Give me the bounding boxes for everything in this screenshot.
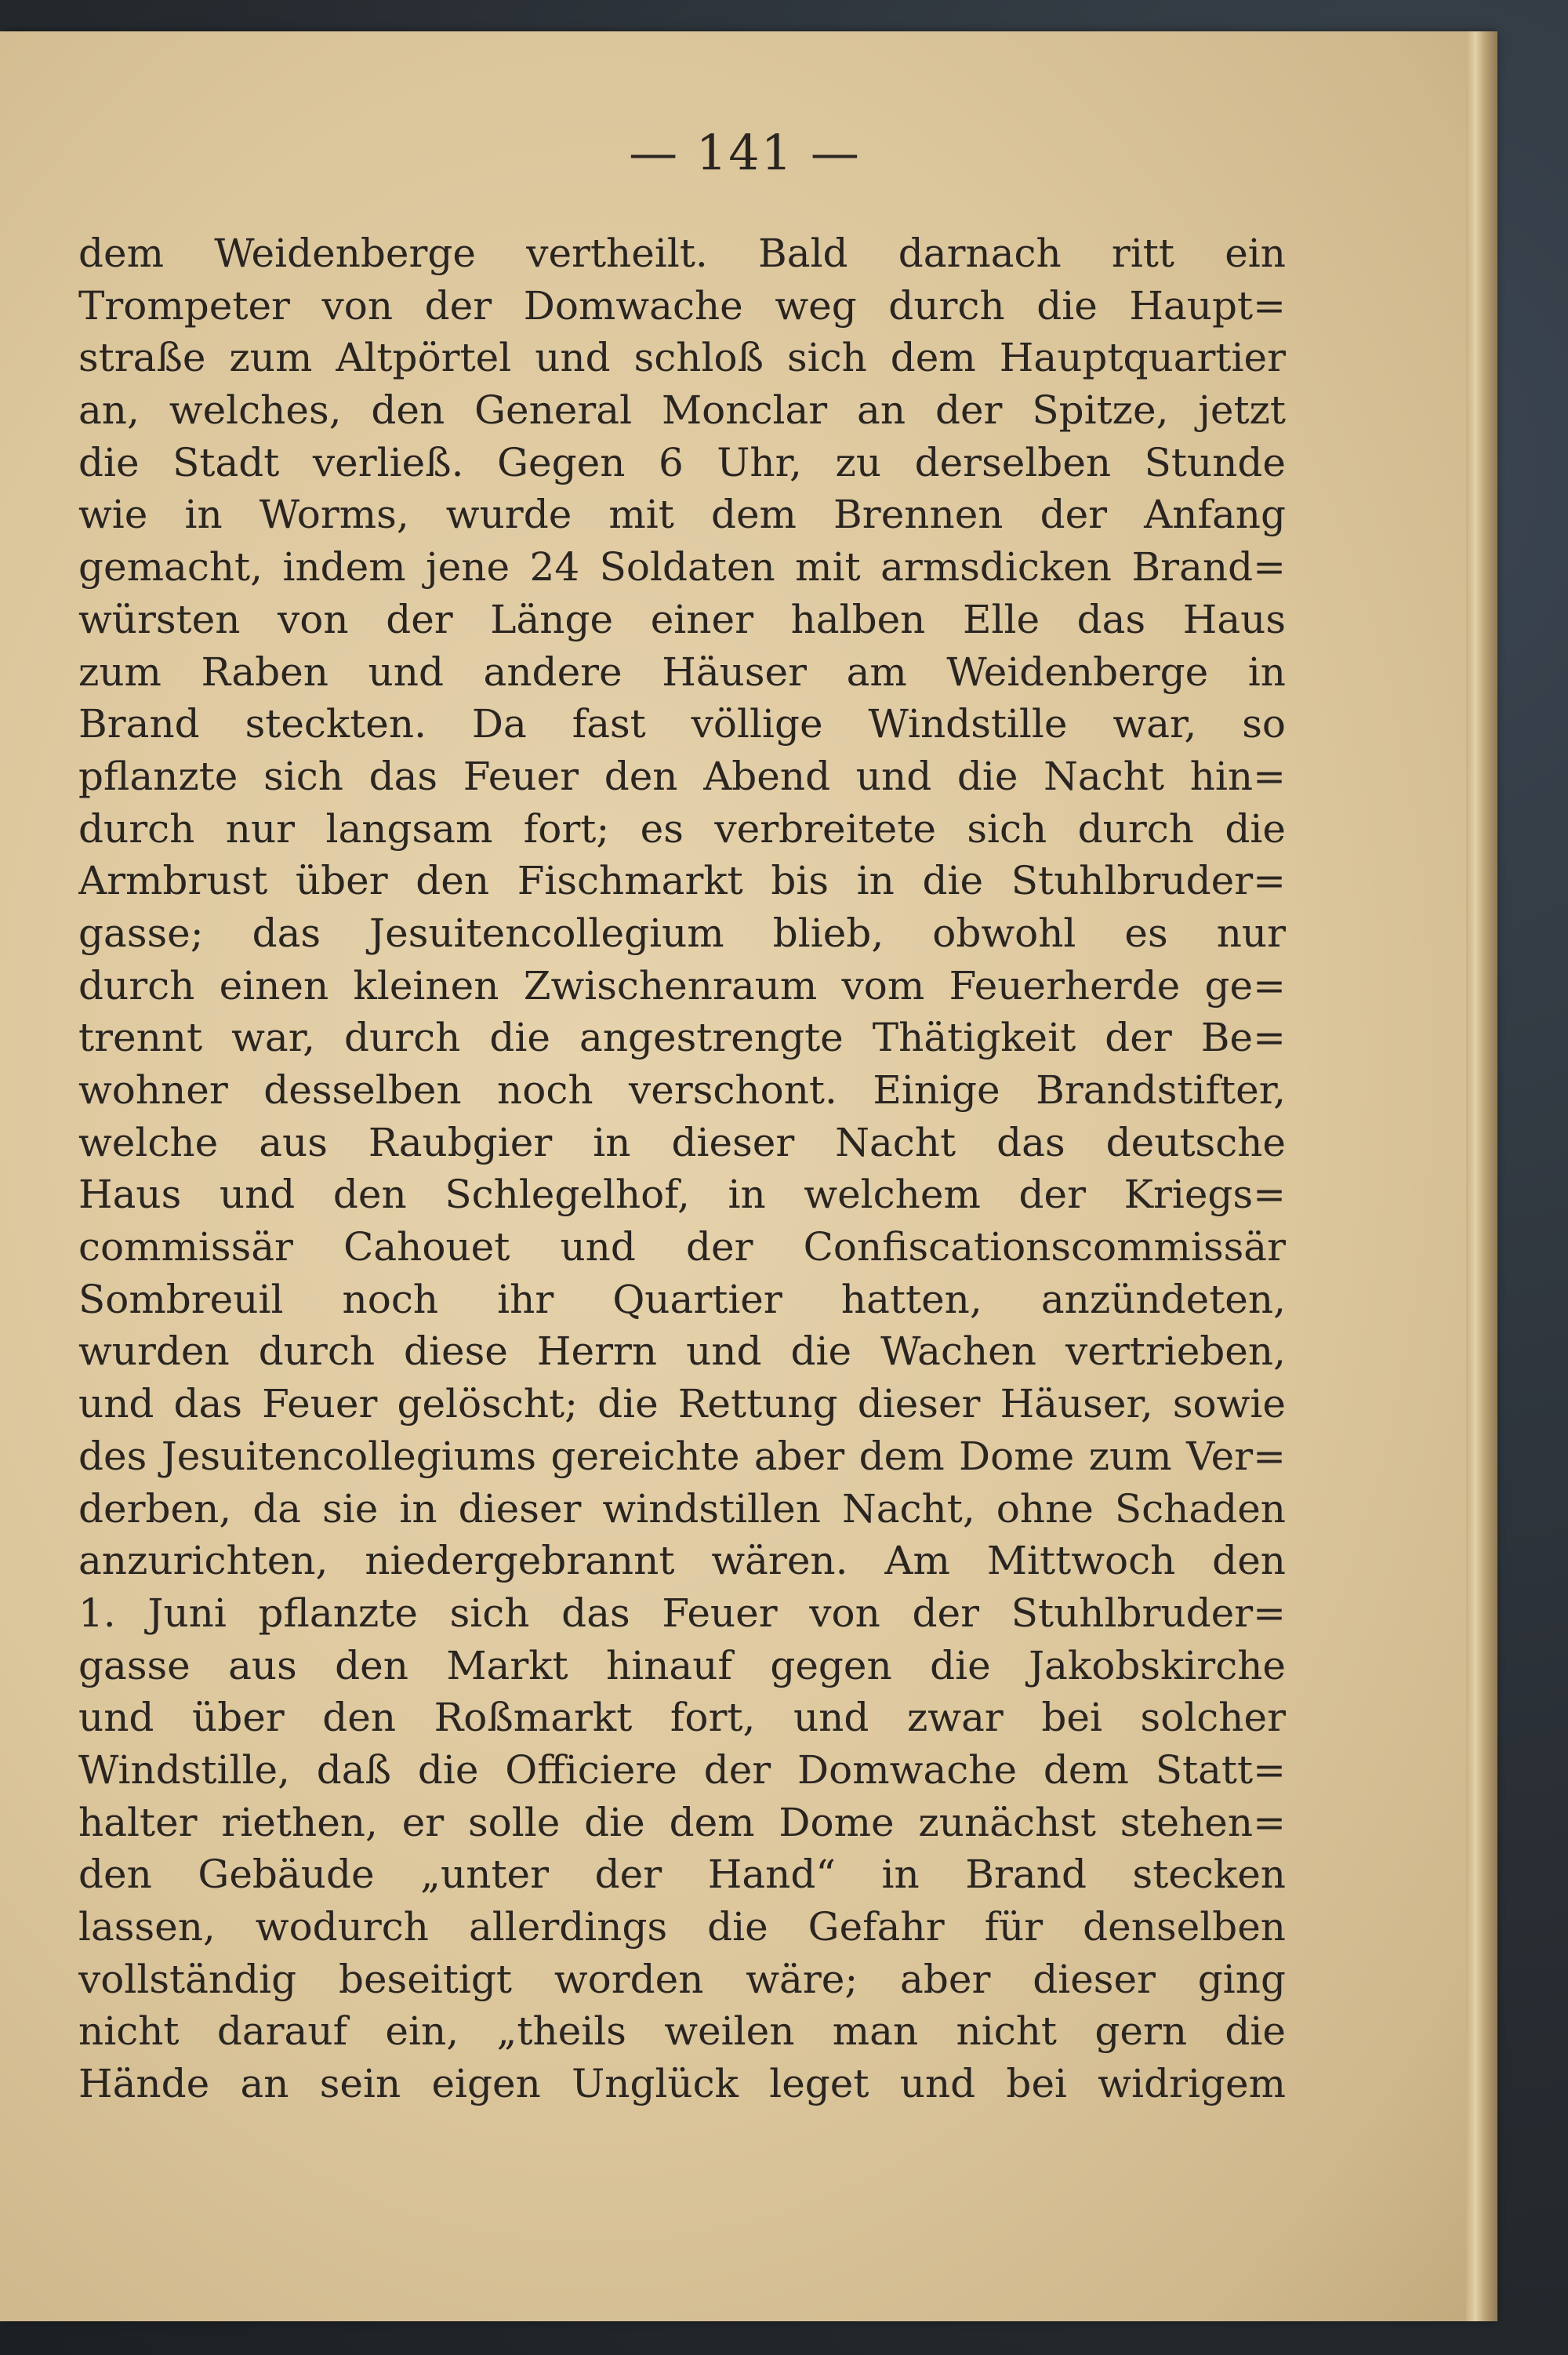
book-page	[0, 31, 1492, 2321]
text-line: 1. Juni pflanzte sich das Feuer von der Stuhlbruder=	[78, 1590, 1286, 1636]
text-line: zum Raben und andere Häuser am Weidenberge in	[78, 649, 1286, 695]
text-line: anzurichten, niedergebrannt wären. Am Mittwoch den	[78, 1538, 1286, 1584]
text-line: des Jesuitencollegiums gereichte aber dem Dome zum Ver=	[78, 1433, 1286, 1479]
text-line: Armbrust über den Fischmarkt bis in die Stuhlbruder=	[78, 858, 1286, 904]
text-line: Brand steckten. Da fast völlige Windstille war, so	[78, 701, 1286, 747]
text-line: durch nur langsam fort; es verbreitete sich durch die	[78, 805, 1286, 852]
text-line: Windstille, daß die Officiere der Domwache dem Statt=	[78, 1746, 1286, 1793]
text-line: pflanzte sich das Feuer den Abend und die Nacht hin=	[78, 753, 1286, 799]
page-number: — 141 —	[629, 124, 861, 181]
text-line: derben, da sie in dieser windstillen Nacht, ohne Schaden	[78, 1485, 1286, 1532]
text-line: gasse; das Jesuitencollegium blieb, obwohl es nur	[78, 910, 1286, 956]
text-line: commissär Cahouet und der Confiscationscommissär	[78, 1224, 1286, 1270]
page-edge	[1466, 31, 1497, 2321]
body-text	[78, 227, 1286, 2110]
text-line: vollständig beseitigt worden wäre; aber dieser ging	[78, 1956, 1286, 2002]
text-line: an, welches, den General Monclar an der Spitze, jetzt	[78, 387, 1286, 434]
text-line: würsten von der Länge einer halben Elle das Haus	[78, 596, 1286, 642]
text-line: Hände an sein eigen Unglück leget und bei widrigem	[78, 2061, 1286, 2107]
text-line: Sombreuil noch ihr Quartier hatten, anzündeten,	[78, 1276, 1286, 1322]
text-line: trennt war, durch die angestrengte Thätigkeit der Be=	[78, 1015, 1286, 1061]
text-line: straße zum Altpörtel und schloß sich dem Hauptquartier	[78, 335, 1286, 381]
text-line: wurden durch diese Herrn und die Wachen vertrieben,	[78, 1328, 1286, 1375]
text-line: den Gebäude „unter der Hand“ in Brand stecken	[78, 1852, 1286, 1898]
text-line: nicht darauf ein, „theils weilen man nicht gern die	[78, 2008, 1286, 2055]
text-line: gemacht, indem jene 24 Soldaten mit armsdicken Brand=	[78, 544, 1286, 591]
text-line: wie in Worms, wurde mit dem Brennen der Anfang	[78, 492, 1286, 538]
text-line: gasse aus den Markt hinauf gegen die Jakobskirche	[78, 1642, 1286, 1688]
text-line: durch einen kleinen Zwischenraum vom Feuerherde ge=	[78, 962, 1286, 1009]
text-line: und über den Roßmarkt fort, und zwar bei solcher	[78, 1695, 1286, 1741]
text-line: Trompeter von der Domwache weg durch die Haupt=	[78, 282, 1286, 329]
text-line: die Stadt verließ. Gegen 6 Uhr, zu derselben Stunde	[78, 439, 1286, 485]
text-line: halter riethen, er solle die dem Dome zunächst stehen=	[78, 1799, 1286, 1845]
text-line: und das Feuer gelöscht; die Rettung dieser Häuser, sowie	[78, 1381, 1286, 1427]
text-line: dem Weidenberge vertheilt. Bald darnach ritt ein	[78, 231, 1286, 276]
text-line: Haus und den Schlegelhof, in welchem der Kriegs=	[78, 1172, 1286, 1218]
text-line: welche aus Raubgier in dieser Nacht das deutsche	[78, 1119, 1286, 1165]
text-line: wohner desselben noch verschont. Einige Brandstifter,	[78, 1067, 1286, 1113]
text-line: lassen, wodurch allerdings die Gefahr für denselben	[78, 1904, 1286, 1950]
